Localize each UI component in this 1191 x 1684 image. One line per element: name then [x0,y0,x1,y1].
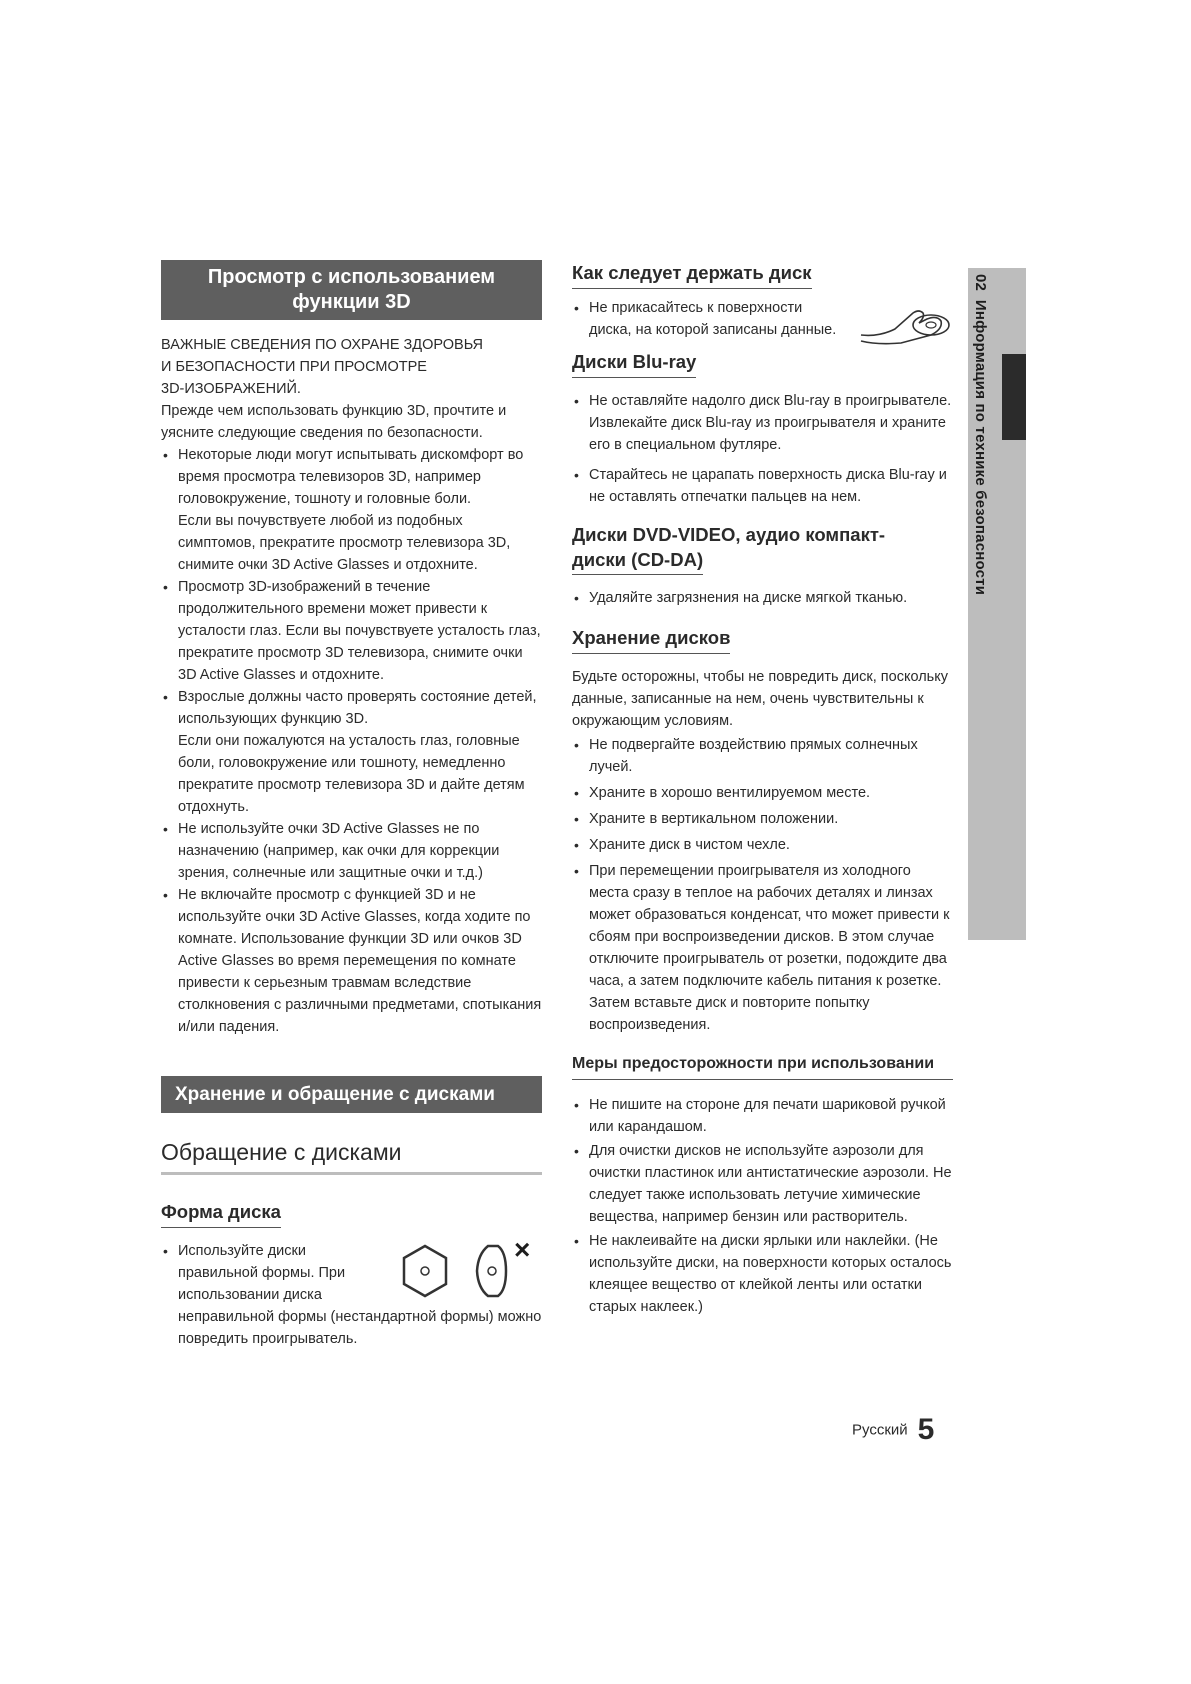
bluray-title: Диски Blu-ray [572,349,696,378]
bullet-text: Не оставляйте надолго диск Blu-ray в проигрывателе. Извлекайте диск Blu-ray из проигрывателя и храните его в специальном футляре. [589,393,952,453]
list-item [572,1230,953,1318]
bullet-text: Старайтесь не царапать поверхность диска Blu-ray и не оставлять отпечатки пальцев на нем. [589,467,947,505]
list-item [572,587,953,609]
section-3d-title-line1: Просмотр с использованием [207,266,496,288]
footer-language: Русский [852,1421,908,1439]
bullet-text: Не включайте просмотр с функцией 3D и не используйте очки 3D Active Glasses, когда ходите по комнате. Использование функции 3D или очков 3D Active Glasses во время перемещения по комнате привести к серьезным травмам вследствие столкновения с различными предметами, спотыкания и/или падения. [178,887,542,1035]
caps-line-2: И БЕЗОПАСНОСТИ ПРИ ПРОСМОТРЕ [161,359,427,375]
x-mark-icon: × [514,1234,531,1265]
side-tab-number: 02 [972,274,989,292]
list-item [161,686,542,818]
bullet-continuation: Если они пожалуются на усталость глаз, головные боли, головокружение или тошноту, немедленно прекратите просмотр телевизора 3D и дайте детям отдохнуть. [178,733,525,815]
bullet-text: При перемещении проигрывателя из холодного места сразу в теплое на рабочих деталях и линзах может образоваться конденсат, что может привести к сбоям при воспроизведении дисков. В этом случае отключите проигрыватель от розетки, подождите два часа, а затем подключите кабель питания к розетке. Затем вставьте диск и повторите попытку воспроизведения. [589,863,950,1033]
shape-text-a: • Используйте диски правильной формы. При использовании диска [178,1243,346,1303]
storage-bullets [572,734,953,1036]
list-item [161,576,542,686]
section-3d-intro: Прежде чем использовать функцию 3D, прочтите и уясните следующие сведения по безопасности. [161,403,507,441]
shape-block [161,1234,542,1350]
page-footer [852,1413,934,1447]
list-item [572,297,844,341]
bullet-text: Некоторые люди могут испытывать дискомфорт во время просмотра телевизоров 3D, например головокружение, тошноту и головные боли. [178,447,524,507]
hand-holding-disc-icon [857,301,953,347]
bullet-text: Удаляйте загрязнения на диске мягкой тканью. [589,590,908,606]
dvd-title-line2: диски (CD-DA) [572,547,703,575]
safety-caps-heading [161,334,542,400]
list-item [161,444,542,576]
hold-title: Как следует держать диск [572,260,812,289]
list-item [161,1240,542,1350]
hold-block [572,297,953,341]
side-tab-title: Информация по технике безопасности [972,299,989,596]
bullet-text: Храните в хорошо вентилируемом месте. [589,785,871,801]
bullet-text: Не пишите на стороне для печати шариковой ручкой или карандашом. [589,1097,946,1135]
list-item [572,464,953,508]
bullet-text: Не прикасайтесь к поверхности диска, на которой записаны данные. [589,300,837,338]
section-3d-title-line2: функции 3D [292,291,411,313]
bullet-continuation: Если вы почувствуете любой из подобных симптомов, прекратите просмотр телевизора 3D, снимите очки 3D Active Glasses и отдохните. [178,513,511,573]
bullet-text: Для очистки дисков не используйте аэрозоли для очистки пластинок или антистатические аэрозоли. Не следует также использовать летучие химические вещества, например бензин или растворитель. [589,1143,952,1225]
left-column [161,260,542,1350]
bullet-text: Не подвергайте воздействию прямых солнечных лучей. [589,737,918,775]
bullet-text: Взрослые должны часто проверять состояние детей, использующих функцию 3D. [178,689,537,727]
side-tab [968,268,1026,940]
bullet-text: Храните диск в чистом чехле. [589,837,790,853]
list-item [572,734,953,778]
dvd-bullets [572,587,953,609]
bullet-text: Не используйте очки 3D Active Glasses не по назначению (например, как очки для коррекции зрения, солнечные или защитные очки и т.д.) [178,821,500,881]
storage-intro: Будьте осторожны, чтобы не повредить диск, поскольку данные, записанные на нем, очень чувствительны к окружающим условиям. [572,669,948,729]
list-item [572,808,953,830]
side-tab-label [972,274,989,595]
list-item [572,1094,953,1138]
list-item [572,860,953,1036]
page-number: 5 [917,1413,935,1446]
shape-text-b: неправильной формы (нестандартной формы) можно повредить проигрыватель. [178,1309,542,1347]
bullet-text: Храните в вертикальном положении. [589,811,839,827]
list-item [572,834,953,856]
list-item [572,782,953,804]
bluray-bullets [572,390,953,508]
bullet-text: Не наклеивайте на диски ярлыки или наклейки. (Не используйте диски, на поверхности которых осталось клеящее вещество от клейкой ленты или остатки старых наклеек.) [589,1233,952,1315]
dvd-title-line1: Диски DVD-VIDEO, аудио компакт- [572,524,886,545]
side-tab-marker [1002,354,1026,440]
right-column [572,260,953,1318]
list-item [161,884,542,1038]
section-3d-title [161,260,542,320]
handling-title: Обращение с дисками [161,1139,542,1175]
list-item [161,818,542,884]
storage-title: Хранение дисков [572,625,730,654]
list-item [572,390,953,456]
list-item [572,1140,953,1228]
precautions-bullets [572,1094,953,1318]
shape-title: Форма диска [161,1199,281,1228]
precautions-title: Меры предосторожности при использовании [572,1055,935,1072]
bullet-text: Просмотр 3D-изображений в течение продолжительного времени может привести к усталости глаз. Если вы почувствуете усталость глаз, прекратите просмотр 3D телевизора, снимите очки 3D Active Glasses и отдохните. [178,579,541,683]
section-storage-title: Хранение и обращение с дисками [161,1076,542,1113]
caps-line-1: ВАЖНЫЕ СВЕДЕНИЯ ПО ОХРАНЕ ЗДОРОВЬЯ [161,337,484,353]
caps-line-3: 3D-ИЗОБРАЖЕНИЙ. [161,381,301,397]
section-3d-bullets [161,444,542,1038]
